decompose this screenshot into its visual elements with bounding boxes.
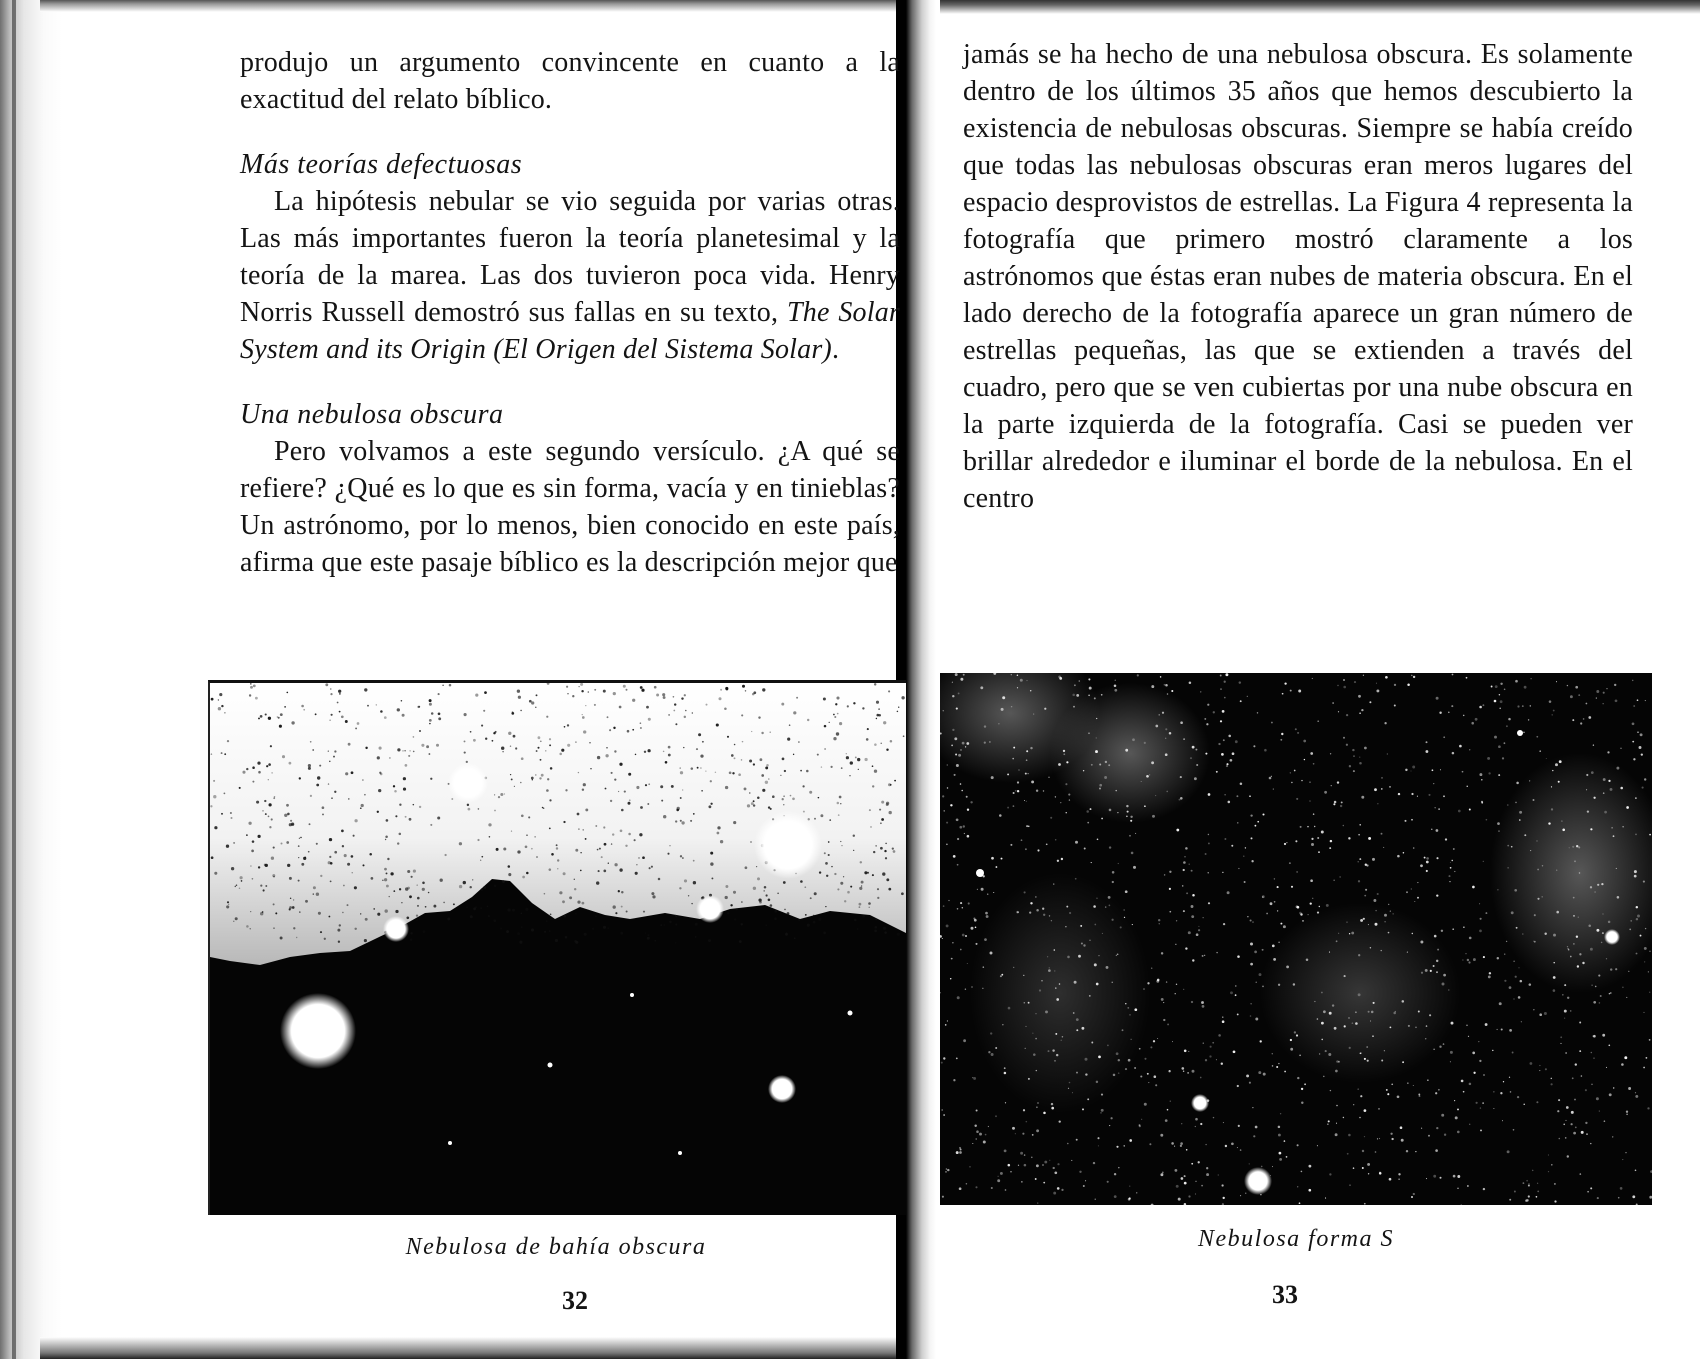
section-heading-nebulosa: Una nebulosa obscura (240, 399, 504, 430)
right-page-text (963, 36, 1633, 517)
left-book-edge-shadow (0, 0, 62, 1359)
dark-bay-nebula-photo (210, 683, 906, 1215)
left-figure-caption: Nebulosa de bahía obscura (405, 1234, 707, 1260)
paragraph-hipotesis-end: . (831, 334, 840, 365)
paragraph-hipotesis-text: La hipótesis nebular se vio seguida por varias otras. Las más importantes fueron la teoría planetesimal y la teoría de la marea. Las dos tuvieron poca vida. Henry Norris Russell demostró sus fallas en su texto, (240, 186, 900, 328)
book-title-spanish: (El Origen del Sistema Solar) (493, 334, 832, 365)
left-book-edge-line (12, 0, 16, 1359)
book-title: The Solar System and its Origin (240, 297, 900, 365)
paragraph-versiculo: Pero volvamos a este segundo versículo. ¿A qué se refiere? ¿Qué es lo que es sin forma, vacía y en tinieblas? Un astrónomo, por lo menos, bien conocido en este país, afirma que este pasaje bíblico es la descripción mejor que (240, 436, 900, 578)
right-figure-caption: Nebulosa forma S (1197, 1226, 1394, 1252)
figure-dark-bay-nebula (208, 680, 906, 1215)
s-shaped-nebula-photo (940, 673, 1652, 1205)
figure-s-shaped-nebula (940, 673, 1652, 1205)
right-page-number: 33 (1272, 1280, 1298, 1309)
left-paragraph-continuation: produjo un argumento convincente en cuanto a la exactitud del relato bíblico. (240, 47, 900, 115)
left-page-text (240, 44, 900, 581)
paragraph-hipotesis (240, 183, 900, 368)
left-page-number: 32 (562, 1286, 588, 1315)
right-paragraph: jamás se ha hecho de una nebulosa obscura. Es solamente dentro de los últimos 35 años que hemos descubierto la existencia de nebulosas obscuras. Siempre se había creído que todas las nebulosas obscuras eran meros lugares del espacio desprovistos de estrellas. La Figura 4 representa la fotografía que primero mostró claramente a los astrónomos que éstas eran nubes de materia obscura. En el lado derecho de la fotografía aparece un gran número de estrellas pequeñas, las que se extienden a través del cuadro, pero que se ven cubiertas por una nube obscura en la parte izquierda de la fotografía. Casi se pueden ver brillar alrededor e iluminar el borde de la nebulosa. En el centro (963, 39, 1633, 514)
section-heading-teorias: Más teorías defectuosas (240, 149, 523, 180)
